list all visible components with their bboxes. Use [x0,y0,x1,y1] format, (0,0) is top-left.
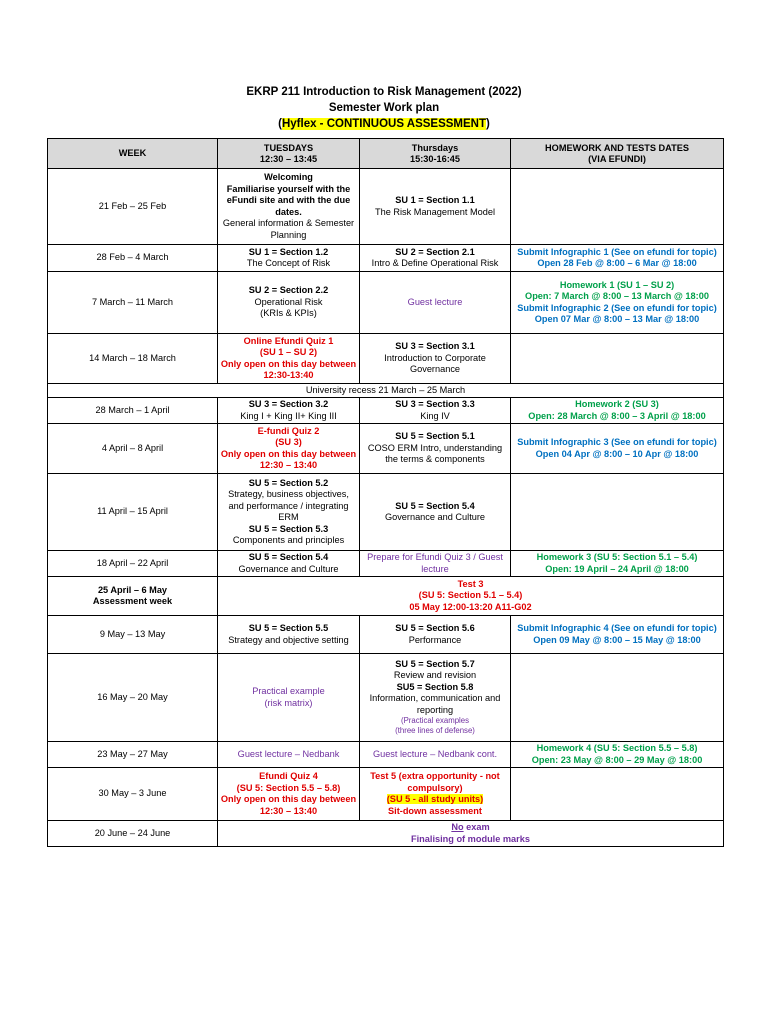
week-cell: 16 May – 20 May [48,654,218,742]
cell-text: 25 April – 6 May [97,584,168,595]
tuesday-cell [218,551,360,577]
cell-text: Test 3 [457,578,484,589]
cell-text: The Concept of Risk [246,258,331,268]
cell-text: General information & Semester Planning [222,218,355,240]
table-row [48,551,724,577]
cell-text: Operational Risk [254,296,323,307]
thursday-cell: Prepare for Efundi Quiz 3 / Guest lecture [360,551,511,577]
table-row [48,768,724,821]
cell-text: SU 2 = Section 2.1 [395,246,475,257]
cell-text: SU5 = Section 5.8 [396,681,474,692]
table-row [48,821,724,847]
week-cell: 9 May – 13 May [48,616,218,654]
cell-text: Online Efundi Quiz 1 [243,335,334,346]
cell-text: Review and revision [393,670,477,681]
cell-text: King IV [420,410,450,421]
cell-text: SU 5 = Section 5.2 [248,477,329,488]
cell-text: Open: 19 April – 24 April @ 18:00 [545,563,689,574]
tuesday-cell [218,654,360,742]
col-thursdays [360,139,511,169]
cell-text: Intro & Define Operational Risk [371,258,499,268]
document-title [0,84,768,132]
week-cell [48,577,218,616]
table-row [48,424,724,474]
table-row [48,474,724,551]
plan-subtitle: Semester Work plan [328,102,440,114]
thursday-cell [360,654,511,742]
cell-text: (risk matrix) [264,697,313,708]
cell-text: (SU 5: Section 5.5 – 5.8) [236,782,341,793]
cell-text: Submit Infographic 2 (See on efundi for topic) Open 07 Mar @ 8:00 – 13 Mar @ 18:00 [517,302,717,324]
homework-cell [511,551,724,577]
cell-text: (KRIs & KPIs) [260,308,317,319]
thursday-cell [360,245,511,272]
week-cell: 7 March – 11 March [48,272,218,334]
no-text: No [451,822,464,832]
tue-day: TUESDAYS [263,142,314,153]
header-row [48,139,724,169]
cell-text: (SU 3) [275,437,302,447]
cell-text: Strategy and objective setting [228,634,349,645]
col-tuesdays [218,139,360,169]
cell-text: (three lines of defense) [395,726,475,736]
cell-text: Homework 3 (SU 5: Section 5.1 – 5.4) [536,552,698,562]
schedule-table [47,138,724,847]
homework-cell: Submit Infographic 1 (See on efundi for topic) Open 28 Feb @ 8:00 – 6 Mar @ 18:00 [511,245,724,272]
table-row [48,742,724,768]
homework-cell [511,334,724,384]
assessment-row [48,577,724,616]
tuesday-cell [218,245,360,272]
cell-text: (Practical examples [400,716,470,726]
cell-text: Governance and Culture [238,563,339,574]
table-row [48,334,724,384]
cell-text: SU 3 = Section 3.3 [395,399,475,409]
week-cell: 21 Feb – 25 Feb [48,169,218,245]
homework-cell [511,398,724,424]
course-title: EKRP 211 Introduction to Risk Management (2022) [246,86,522,98]
cell-text: Open: 28 March @ 8:00 – 3 April @ 18:00 [528,410,706,421]
week-cell: 18 April – 22 April [48,551,218,577]
table-row [48,398,724,424]
tuesday-cell [218,474,360,551]
week-cell: 14 March – 18 March [48,334,218,384]
recess-cell: University recess 21 March – 25 March [48,384,724,398]
week-cell: 11 April – 15 April [48,474,218,551]
thu-time: 15:30-16:45 [409,153,461,164]
homework-cell [511,742,724,768]
cell-text: Assessment week [92,596,173,606]
cell-text: Performance [408,634,462,645]
cell-text: 05 May 12:00-13:20 A11-G02 [409,601,532,612]
cell-text: Strategy, business objectives, and performance / integrating ERM [228,489,349,522]
cell-text: SU 1 = Section 1.1 [395,195,475,205]
homework-cell [511,272,724,334]
cell-text: Homework 4 (SU 5: Section 5.5 – 5.8) [536,743,698,753]
col-homework [511,139,724,169]
cell-text: Only open on this day between 12:30 – 13:40 [220,448,357,470]
tuesday-cell [218,398,360,424]
tue-time: 12:30 – 13:45 [259,153,318,164]
cell-text: Only open on this day between 12:30-13:40 [220,358,357,380]
tuesday-cell [218,334,360,384]
week-cell: 4 April – 8 April [48,424,218,474]
cell-text: SU 1 = Section 1.2 [248,246,329,257]
cell-text: (SU 1 – SU 2) [259,347,318,357]
cell-text: Homework 2 (SU 3) [575,399,659,409]
cell-text: SU 5 = Section 5.6 [395,623,475,633]
cell-text: SU 5 = Section 5.4 [395,500,475,511]
hw-head-1: HOMEWORK AND TESTS DATES [545,142,689,153]
test-cell [218,577,724,616]
cell-text: Finalising of module marks [411,833,530,844]
homework-cell: Submit Infographic 4 (See on efundi for topic) Open 09 May @ 8:00 – 15 May @ 18:00 [511,616,724,654]
exam-text: exam [463,822,490,832]
cell-text: Open: 23 May @ 8:00 – 29 May @ 18:00 [531,754,703,765]
cell-text: Efundi Quiz 4 [259,771,318,781]
tuesday-cell [218,169,360,245]
recess-row [48,384,724,398]
thu-day: Thursdays [411,142,459,153]
homework-cell: Submit Infographic 3 (See on efundi for topic) Open 04 Apr @ 8:00 – 10 Apr @ 18:00 [511,424,724,474]
cell-text: SU 5 = Section 5.3 [248,523,329,534]
cell-text: Information, communication and reporting [369,693,501,715]
thursday-cell: Guest lecture – Nedbank cont. [360,742,511,768]
cell-text: SU 5 = Section 5.1 [395,431,475,442]
tuesday-cell [218,768,360,821]
homework-cell [511,169,724,245]
cell-text: King I + King II+ King III [240,410,337,421]
cell-text: Test 5 (extra opportunity - not compulsory) [370,771,500,793]
cell-text: Only open on this day between 12:30 – 13:40 [220,794,357,816]
tuesday-cell [218,424,360,474]
table-row [48,169,724,245]
thursday-cell [360,334,511,384]
tuesday-cell: Guest lecture – Nedbank [218,742,360,768]
cell-text: SU 5 = Section 5.7 [395,658,475,669]
thursday-cell [360,616,511,654]
table-row [48,654,724,742]
thursday-cell [360,424,511,474]
assessment-mode [0,116,768,132]
paren-close: ) [486,118,490,130]
cell-text: Introduction to Corporate Governance [384,352,486,375]
cell-text: Welcoming [264,172,313,182]
table-row [48,616,724,654]
cell-text: Sit-down assessment [388,805,482,816]
thursday-cell [360,398,511,424]
week-cell: 30 May – 3 June [48,768,218,821]
cell-text [220,822,721,834]
cell-text: SU 3 = Section 3.2 [248,399,329,409]
cell-text: Homework 1 (SU 1 – SU 2) [559,279,675,290]
cell-text: SU 3 = Section 3.1 [395,341,475,352]
cell-text: Practical example [252,686,325,696]
col-week: WEEK [48,139,218,169]
cell-text: SU 2 = Section 2.2 [248,285,329,296]
cell-text: The Risk Management Model [374,206,495,217]
cell-text: SU 5 = Section 5.4 [248,552,329,562]
cell-text: SU 5 = Section 5.5 [248,623,329,633]
week-cell: 20 June – 24 June [48,821,218,847]
tuesday-cell [218,272,360,334]
homework-cell [511,474,724,551]
cell-text [362,794,508,806]
cell-text: Open: 7 March @ 8:00 – 13 March @ 18:00 [525,291,709,301]
cell-text: Components and principles [232,535,345,545]
cell-text: Governance and Culture [384,512,486,522]
cell-text: COSO ERM Intro, understanding the terms & components [367,442,503,465]
week-cell: 28 March – 1 April [48,398,218,424]
final-cell [218,821,724,847]
table-row [48,245,724,272]
homework-cell [511,768,724,821]
hw-head-2: (VIA EFUNDI) [588,153,646,164]
table-row [48,272,724,334]
cell-text: Familiarise yourself with the eFundi site and with the due dates. [226,183,351,217]
cell-text: (SU 5: Section 5.1 – 5.4) [418,590,523,601]
mode-highlight: Hyflex - CONTINUOUS ASSESSMENT [281,118,487,130]
cell-text: E-fundi Quiz 2 [257,425,320,436]
thursday-cell [360,169,511,245]
homework-cell [511,654,724,742]
tuesday-cell [218,616,360,654]
week-cell: 23 May – 27 May [48,742,218,768]
week-cell: 28 Feb – 4 March [48,245,218,272]
thursday-cell: Guest lecture [360,272,511,334]
thursday-cell [360,768,511,821]
thursday-cell [360,474,511,551]
highlight-text: (SU 5 - all study units) [386,794,484,804]
paren-open: ( [278,118,282,130]
